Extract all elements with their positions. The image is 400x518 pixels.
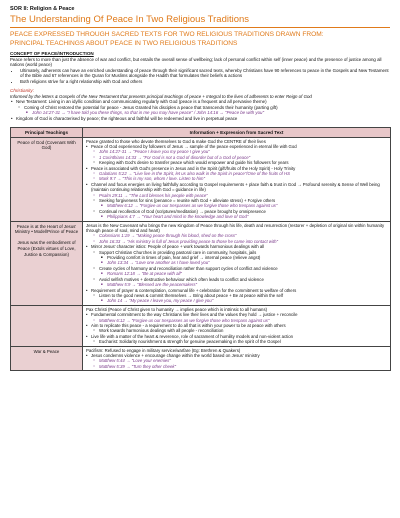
christianity-bullet: ○ Coming of Christ restored the potential for peace - Jesus Granted his disciples a peace that transcends their humanity (parting gift)	[10, 105, 390, 111]
information-line: Pax Christi (Peace of Christ given to humanity → implies peace which is intrinsic to all humans)	[86, 306, 268, 312]
information-line: ■ Providing comfort in times of pain, fear and grief → internal peace (relieve angst)	[85, 255, 388, 260]
teaching-cell: War & Peace	[11, 346, 83, 371]
title-divider	[10, 27, 390, 28]
intro-paragraph: Peace refers to more than just the absence of war and conflict, but entails the overall sense of wellbeing; lack of personal conflict within self (inner peace) and the presence of justice among all nations (world peace)	[10, 56, 382, 68]
information-line: • Peace of God experienced by followers of Jesus → sample of the peace experienced in eternal life with God	[85, 144, 388, 149]
christianity-label: Christianity:	[10, 87, 34, 93]
information-line: Jesus is the New Covenant who brings the new Kingdom of Peace through his life, death and resurrection (restorer + depletion of original sin within humanity through peace of soul, mind and heart)	[86, 222, 385, 234]
information-line: ■ John 14 → "My peace I leave you, my peace I give you"	[85, 298, 388, 303]
information-line: ○ Eucharist: Solidarity nourishment & strength for genuine peacemaking in the spirit of the Gospel	[85, 339, 388, 344]
information-line: • Mirror Jesus' character istics: People of peace + work towards harmonious dealings with all	[85, 244, 388, 249]
table-row	[11, 221, 391, 305]
table-header-row	[11, 127, 391, 137]
information-line: ■ Matthew 6:12 → "Forgive us our trespasses as we forgive those who trespass against us"	[85, 203, 388, 208]
information-cell	[83, 305, 391, 346]
table-header-teachings: Principal Teachings	[11, 127, 83, 137]
information-line: ○ Matthew 5:44 → "Love your enemies"	[85, 358, 388, 363]
information-line: Pacifism: Refused to engage in military service/warfare (Eg: Brethren & Quakers)	[86, 347, 241, 353]
information-line: • Jesus condemns violence + encourage change within the world based on Jesus' ministry	[85, 353, 388, 358]
information-line: ○ John 14:27-31 → "Peace I leave you my peace I give you"	[85, 149, 388, 154]
information-line: ○ 1 Corinthians 14:33 → "For God is not a God of disorder but of a God of peace"	[85, 155, 388, 160]
intro-section-title: CONCEPT OF PEACE/INTRODUCTION	[10, 50, 94, 56]
information-line: ○ Work towards harmonious dealings with all people - reconciliation	[85, 328, 388, 333]
christianity-bullet: • Kingdom of God is characterised by peace; the righteous and faithful will be redeemed and live in perpetual peace	[10, 116, 390, 122]
teaching-cell: Peace of God (Covenant With God)	[11, 137, 83, 221]
table-body	[11, 137, 391, 371]
information-line: Peace granted to those who devote themselves to God & make God the CENTRE of their lives	[86, 138, 266, 144]
christianity-bullet: ■ John 14:27-31 → "I have told you these things, so that in me you may have peace" / John 14:16 → "Peace be with you"	[10, 110, 390, 116]
information-line: ○ Matthew 6:12 → "Forgive us our trespasses as we forgive those who trespass against us"	[85, 318, 388, 323]
teaching-cell	[11, 305, 83, 346]
information-line: ○ John 16:33 → "His ministry is full of Jesus providing peace to those he came into contact with"	[85, 239, 388, 244]
information-line: ■ Philippians 4:7 → "Your heart and mind in the knowledge and love of God"	[85, 214, 388, 219]
teaching-cell: Peace is at the Heart of Jesus' Ministry • Model/Prince of Peace Jesus was the embodiment of Peace (Extols virtues of Love, Justice & Compassion)	[11, 221, 83, 305]
information-line: • Channel and focus energies on living faithfully according to Gospel requirements + place faith & trust in God → Profound serenity & Sense of Well being (maintain continuing relationship with God = guidance in life)	[85, 182, 388, 193]
intro-bullet-list	[10, 68, 390, 85]
information-line: ○ Mark 9:7 → "This is my son, whom I love. Listen to him"	[85, 176, 388, 181]
information-line: • Fundamental commitment to the way Christians live their lives and the values they hold → justice + reconcile	[85, 312, 388, 317]
information-line: ○ Matthew 5:39 → "Turn they other cheek"	[85, 364, 388, 369]
principal-teachings-heading: PRINCIPAL TEACHINGS ABOUT PEACE IN TWO RELIGIOUS TRADITIONS	[10, 39, 238, 47]
information-cell	[83, 221, 391, 305]
information-line: • Requirement of prayer & contemplation, communal life + celebration for the commitment to welfare of others	[85, 288, 388, 293]
information-line: ○ Continual recollection of God (scriptures/meditation) → peace brought by omnipresence	[85, 209, 388, 214]
information-cell	[83, 346, 391, 371]
information-line: ○ Listen to the good news & commit themselves → Bring about peace + Be at peace within the self	[85, 293, 388, 298]
page-title: The Understanding Of Peace In Two Religious Traditions	[10, 14, 250, 25]
table-row	[11, 137, 391, 221]
information-line: ■ Matthew 5:9 → "Blessed are the peacemakers"	[85, 282, 388, 287]
christianity-bullets	[10, 99, 390, 121]
table-row	[11, 305, 391, 346]
information-line: ○ Support Christian Churches in providing pastoral care in community, hospitals, jails	[85, 250, 388, 255]
information-line: ○ Create cycles of harmony and reconciliation rather than support cycles of conflict and violence	[85, 266, 388, 271]
christianity-bullet: • New Testament: Living in an idyllic condition and communicating regularly with God (peace is a frequent and all pervasive theme)	[10, 99, 390, 105]
intro-bullet: • Both religions strive for a right relationship with God and others	[20, 79, 390, 85]
information-line: • Peace is associated with God's presence in Jesus and in the Spirit (gift/fruits of the Holy Spirit) - Holy Trinity	[85, 166, 388, 171]
information-line: • Aim to replicate this peace - a requirement to do all that is within your power to be at peace with others	[85, 323, 388, 328]
information-line: ■ Romans 12:18 → "Be at peace with all"	[85, 271, 388, 276]
information-line: ○ Avoid selfish motives + destructive behaviour which often leads to conflict and violence	[85, 277, 388, 282]
sacred-texts-heading: PEACE EXPRESSED THROUGH SACRED TEXTS FOR TWO RELIGIOUS TRADITIONS DRAWN FROM:	[10, 31, 324, 38]
table-row	[11, 346, 391, 371]
information-line: ○ Seeking forgiveness for sins (penance = reunite with God + alleviate stress) + Forgive others	[85, 198, 388, 203]
information-line: • Live life with a matter of the heart & reverence, role of sacrament of humility models and non-violent action	[85, 334, 388, 339]
teachings-table	[10, 127, 391, 372]
information-line: ■ John 13:34 → "Love one another as I have loved you"	[85, 260, 388, 265]
christianity-intro: Informed by the letters & Gospels of the New Testament that presents principal teachings of peace + Integral to the lives of adherents to enter Reign of God	[10, 93, 312, 99]
course-label: SOR II: Religion & Peace	[10, 6, 75, 12]
table-header-information: Information + Expression from Sacred Text	[83, 127, 391, 137]
information-line: ○ Colossians 1:19 → "Making peace through his blood, shed on the cross"	[85, 233, 388, 238]
information-line: ○ Keeping with God's desire to transfer peace which would empower and guide his followers for years	[85, 160, 388, 165]
information-cell	[83, 137, 391, 221]
intro-bullet: • Ultimately, adherents can have an enriched understanding of peace through their significant sacred texts, whereby Christians have 90 references to peace in the Gospels and New Testament of the Bible and 67 references in the Quran for Muslims alongside the Hadith that formulates their beliefs & actions	[20, 68, 390, 79]
information-line: ○ Psalm 29:11 → "The Lord blesses his people with peace"	[85, 193, 388, 198]
information-line: ○ Galatians 5:22 → "Live live in the Spirit, let us also walk in the Spirit in peace"/One of the fruits of HS	[85, 171, 388, 176]
